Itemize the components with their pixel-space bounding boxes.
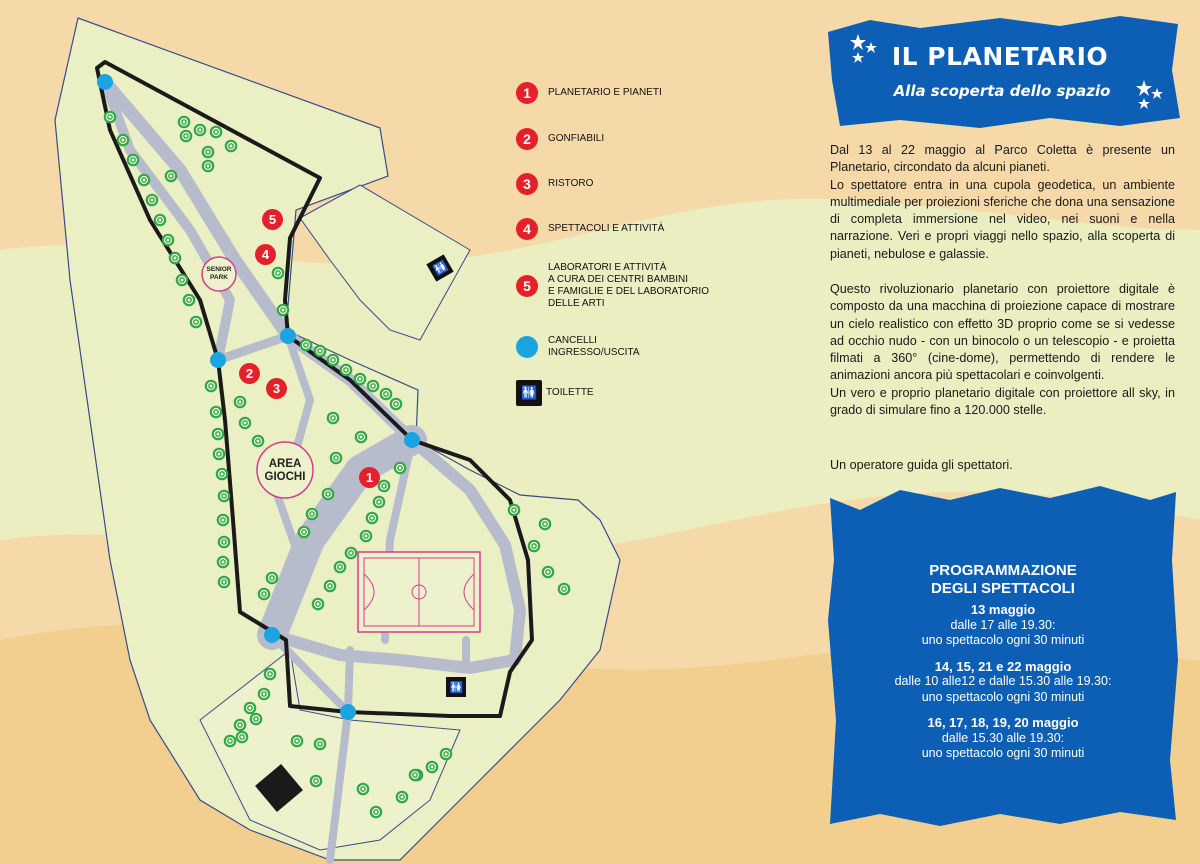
description-paragraph-5: Un operatore guida gli spettatori.	[830, 458, 1013, 472]
programme-panel	[830, 562, 1176, 772]
legend-label: RISTORO	[548, 178, 594, 189]
map-marker-5: 5	[262, 209, 283, 230]
senior-park-label	[204, 266, 234, 282]
page-title: IL PLANETARIO	[891, 42, 1109, 71]
legend-line: CANCELLI	[548, 335, 597, 346]
description-paragraph-3: Questo rivoluzionario planetario con proiettore digitale è composto da una macchina di proiezione capace di mostrare un cielo realistico con effetto 3D proprio come se si vedesse ad occhio nudo - con un binocolo o un telescopio - e proietta filmati a 360° (cine-dome), permettendo di rendere le animazioni ancora più spettacolari e coinvolgenti.	[830, 282, 1175, 383]
description-details	[830, 281, 1175, 419]
programme-title-line2: DEGLI SPETTACOLI	[931, 580, 1075, 597]
programme-frequency: uno spettacolo ogni 30 minuti	[921, 689, 1085, 704]
number-marker: 3	[516, 173, 538, 195]
map-toilet-icon: 🚻	[426, 254, 453, 281]
map-marker-1: 1	[359, 467, 380, 488]
programme-date: 16, 17, 18, 19, 20 maggio	[927, 715, 1079, 730]
page-subtitle: Alla scoperta dello spazio	[893, 82, 1111, 100]
senior-park-line2: PARK	[210, 274, 228, 281]
map-marker-4: 4	[255, 244, 276, 265]
description-paragraph-4: Un vero e proprio planetario digitale con proiettore all sky, in grado di simulare fino a 120.000 stelle.	[830, 385, 1175, 418]
legend-line: LABORATORI E ATTIVITÀ	[548, 262, 667, 273]
legend-line: A CURA DEI CENTRI BAMBINI	[548, 274, 689, 285]
legend-item-toilet	[516, 380, 594, 406]
legend-item-3	[516, 173, 593, 195]
legend-label	[548, 262, 709, 310]
legend-label: GONFIABILI	[548, 133, 605, 144]
legend-line: E FAMIGLIE E DEL LABORATORIO	[548, 286, 709, 297]
programme-date: 13 maggio	[970, 602, 1036, 617]
description-paragraph-1: Dal 13 al 22 maggio al Parco Coletta è presente un Planetario, circondato da alcuni pianeti.	[830, 143, 1175, 175]
legend-line: DELLE ARTI	[548, 298, 605, 309]
legend-item-2	[516, 128, 604, 150]
programme-title	[830, 562, 1176, 598]
description-operator	[830, 457, 1175, 474]
programme-frequency: uno spettacolo ogni 30 minuti	[921, 746, 1085, 760]
description-intro	[830, 142, 1175, 263]
programme-block-3	[830, 715, 1176, 762]
senior-park-line1: SENIOR	[206, 266, 232, 273]
legend-label: TOILETTE	[546, 387, 594, 398]
gate-dot-icon	[516, 336, 538, 358]
number-marker: 1	[516, 82, 538, 104]
programme-title-line1: PROGRAMMAZIONE	[929, 562, 1077, 579]
legend-item-1	[516, 82, 662, 104]
programme-block-1	[830, 602, 1176, 649]
programme-date: 14, 15, 21 e 22 maggio	[934, 658, 1072, 674]
number-marker: 4	[516, 218, 538, 240]
legend-item-gates	[516, 335, 640, 359]
programme-hours: dalle 10 alle12 e dalle 15.30 alle 19.30:	[894, 674, 1112, 688]
programme-block-2	[830, 659, 1176, 706]
number-marker: 2	[516, 128, 538, 150]
description-paragraph-2: Lo spettatore entra in una cupola geodetica, un ambiente multimediale per proiezioni sferiche che dona una sensazione di completa immersione nel video, nei suoni e nella narrazione. Veri e propri viaggi nello spazio, alla scoperta di pianeti, nebulose e galassie.	[830, 177, 1175, 261]
area-giochi-line1: AREA	[268, 458, 302, 470]
map-marker-2: 2	[239, 363, 260, 384]
programme-frequency: uno spettacolo ogni 30 minuti	[921, 633, 1085, 647]
map-toilet-icon-2: 🚻	[446, 677, 466, 697]
map-marker-3: 3	[266, 378, 287, 399]
legend-item-4	[516, 218, 664, 240]
toilet-icon: 🚻	[516, 380, 542, 406]
programme-hours: dalle 15.30 alle 19.30:	[941, 730, 1065, 745]
number-marker: 5	[516, 275, 538, 297]
legend-label	[548, 335, 640, 359]
programme-hours: dalle 17 alle 19.30:	[950, 617, 1056, 632]
legend-item-5	[516, 262, 709, 310]
legend-label: PLANETARIO E PIANETI	[548, 87, 662, 98]
legend-label: SPETTACOLI E ATTIVITÀ	[548, 223, 665, 234]
legend-line: INGRESSO/USCITA	[548, 347, 640, 358]
area-giochi-label	[258, 458, 312, 484]
area-giochi-line2: GIOCHI	[264, 471, 306, 483]
